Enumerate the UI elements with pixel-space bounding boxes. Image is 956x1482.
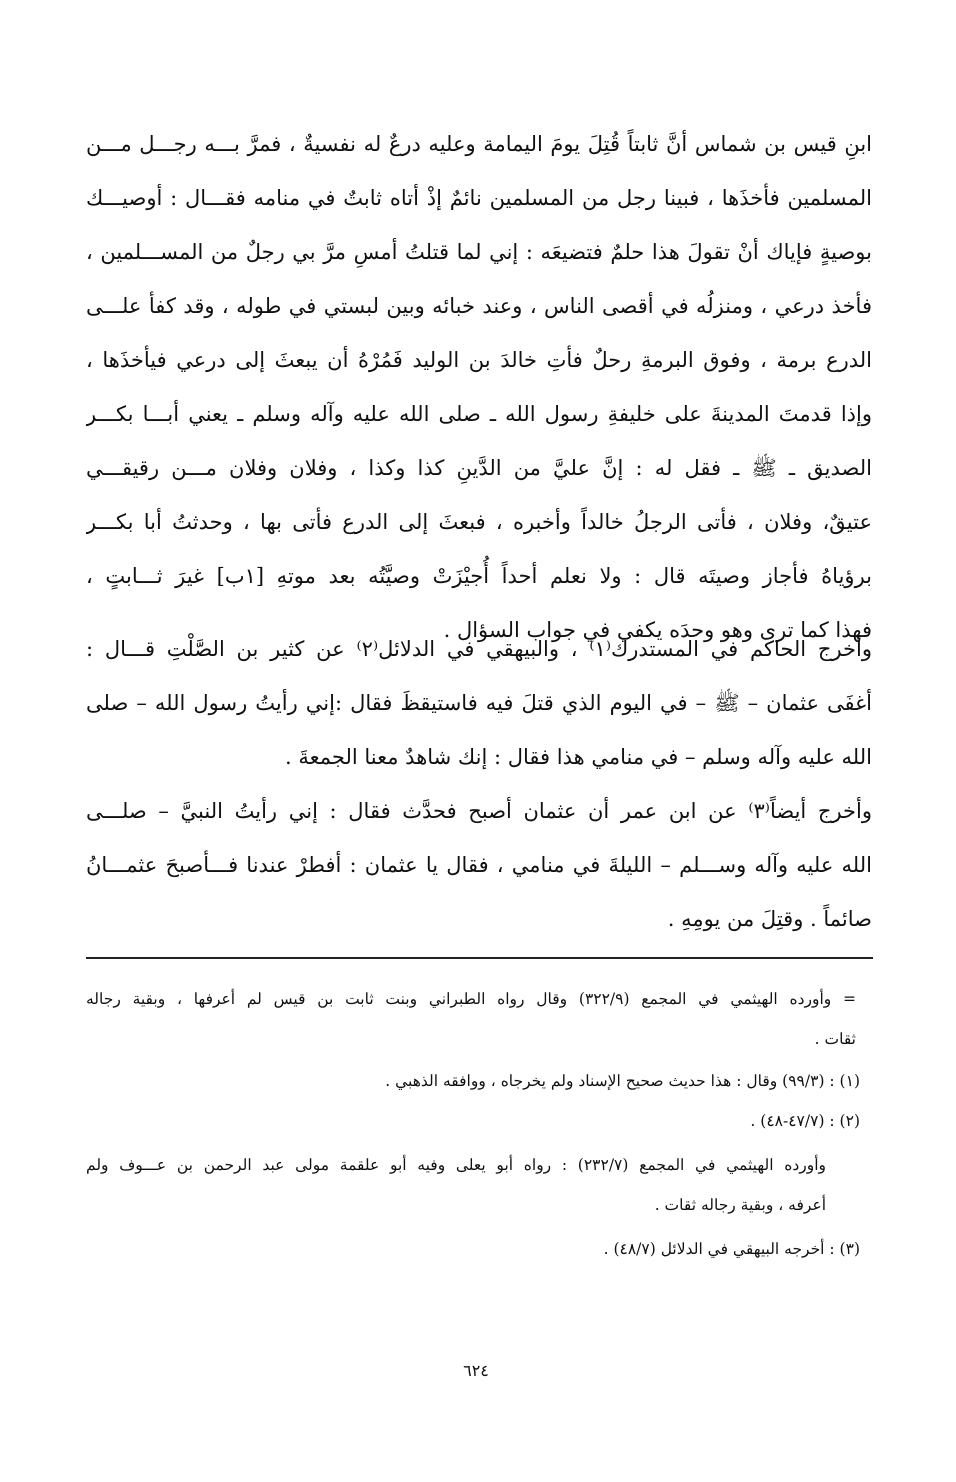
body-line-4: فأخذ درعي ، ومنزلُه في أقصى الناس ، وعند خبائه وبين لبستي في طوله ، وقد كفأ علـــى	[86, 294, 872, 318]
body-line-3: بوصيةٍ فإياك أنْ تقولَ هذا حلمٌ فتضيعَه : إني لما قتلتُ أمسِ مرَّ بي رجلٌ من المســـلمين ،	[86, 240, 872, 264]
text-segment: عن كثير بن الصَّلْتِ قـــال :	[86, 637, 357, 661]
body-line-5: الدرع برمة ، وفوق البرمةِ رحلٌ فأتِ خالدَ بن الوليد فَمُرْهُ أن يبعثَ إلى درعي فيأخذَها ،	[86, 348, 872, 372]
body-line-6: وإذا قدمتَ المدينةَ على خليفةِ رسول الله ـ صلى الله عليه وآله وسلم ـ يعني أبـــا بكـــر	[86, 402, 872, 426]
page-number: ٦٢٤	[463, 1361, 489, 1380]
paragraph-3-first-line	[86, 789, 872, 833]
text-segment: وأخرج الحاكم في المستدرك	[610, 637, 872, 661]
body-line-13: الله عليه وآله وسلم – في منامي هذا فقال : إنك شاهدٌ معنا الجمعةَ .	[285, 745, 872, 769]
body-line-1: ابنِ قيس بن شماس أنَّ ثابتاً قُتِلَ يومَ اليمامة وعليه درعٌ له نفسيةٌ ، فمرَّ بـــه رجـــل مـــن	[86, 132, 872, 156]
footnote-separator	[86, 957, 873, 959]
footnote-2-continued-end: أعرفه ، وبقية رجاله ثقات .	[654, 1196, 826, 1214]
body-line-16: صائماً . وقتِلَ من يومِهِ .	[667, 907, 872, 931]
text-segment: ، والبيهقي في الدلائل	[378, 637, 590, 661]
text-segment: وأخرج أيضاً	[769, 799, 872, 823]
footnote-1: (١) : (٩٩/٣) وقال : هذا حديث صحيح الإسناد ولم يخرجاه ، ووافقه الذهبي .	[385, 1072, 860, 1090]
footnote-ref-1: ⁽١⁾	[589, 637, 611, 661]
body-line-12: أغفَى عثمان – ﷺ – في اليوم الذي قتلَ فيه فاستيقظَ فقال :إني رأيتُ رسول الله – صلى	[86, 691, 872, 715]
footnote-ref-2: ⁽٢⁾	[356, 637, 379, 661]
body-line-8: عتيقٌ، وفلان ، فأتى الرجلُ خالداً وأخبره ، فبعثَ إلى الدرع فأتى بها ، وحدثتُ أبا بكـــر	[86, 510, 872, 534]
body-line-10: فهذا كما ترى وهو وحدَه يكفي في جواب السؤال .	[443, 618, 872, 642]
body-line-9: برؤياهُ فأجاز وصيتَه قال : ولا نعلم أحداً أُجيْزَتْ وصيَّتُه بعد موتهِ [١ب] غيرَ ثـــابتٍ ،	[86, 564, 872, 588]
body-line-2: المسلمين فأخذَها ، فبينا رجل من المسلمين نائمٌ إذْ أتاه ثابتٌ في منامه فقـــال : أوصيـــك	[86, 186, 872, 210]
footnote-ref-3: ⁽٣⁾	[748, 799, 770, 823]
text-segment: عن ابن عمر أن عثمان أصبح فحدَّث فقال : إني رأيتُ النبيَّ – صلـــى	[86, 799, 749, 823]
footnote-2: (٢) : (٤٧/٧-٤٨) .	[750, 1112, 860, 1130]
footnote-3: (٣) : أخرجه البيهقي في الدلائل (٤٨/٧) .	[603, 1240, 860, 1258]
body-line-7: الصديق ـ ﷺ ـ فقل له : إنَّ عليَّ من الدَّينِ كذا وكذا ، وفلان وفلان مـــن رقيقـــي	[86, 456, 872, 480]
paragraph-2-first-line	[86, 627, 872, 671]
footnote-line-1: = وأورده الهيثمي في المجمع (٣٢٢/٩) وقال رواه الطبراني وبنت ثابت بن قيس لم أعرفها ، وبقية رجاله	[86, 990, 856, 1008]
body-line-15: الله عليه وآله وســـلم – الليلةَ في منامي ، فقال يا عثمان : أفطرْ عندنا فـــأصبحَ عثمـــانُ	[86, 853, 872, 877]
footnote-line-2: ثقات .	[814, 1030, 856, 1048]
footnote-2-continued: وأورده الهيثمي في المجمع (٢٣٢/٧) : رواه أبو يعلى وفيه أبو علقمة مولى عبد الرحمن بن عـــوف ولم	[86, 1156, 826, 1174]
